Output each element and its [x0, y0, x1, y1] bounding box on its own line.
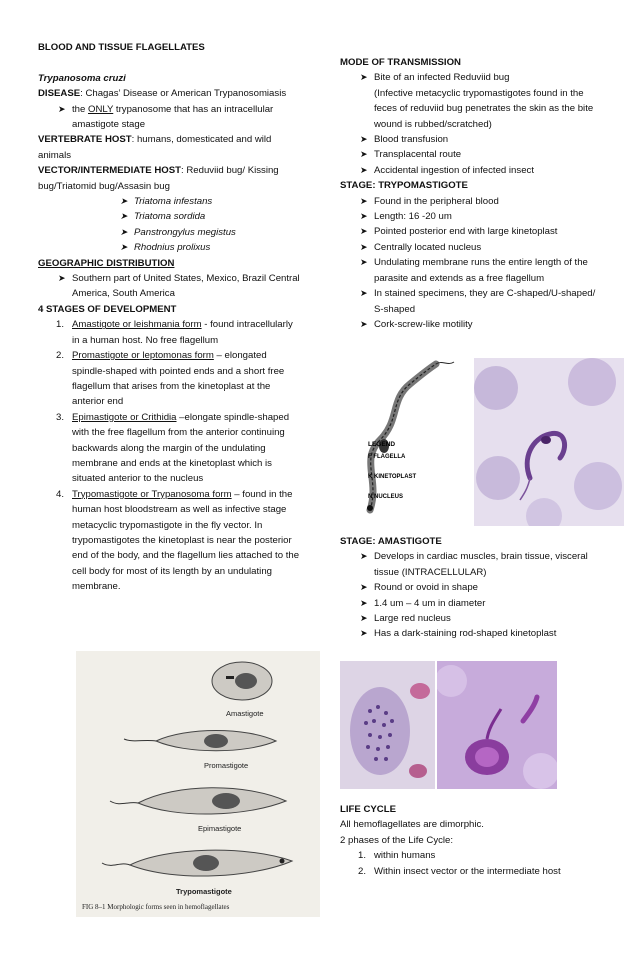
tryp-item	[340, 240, 602, 255]
amastigote-tissue-drawing	[340, 661, 435, 789]
tryp-text: Length: 16 -20 um	[374, 211, 452, 223]
red-blood-cell	[574, 462, 622, 510]
arrow-bullet-icon: ➤	[360, 149, 368, 160]
legend-nucleus: N NUCLEUS	[368, 494, 404, 500]
vector-text: : Reduviid bug/ Kissing bug/Triatomid bug/Assasin bug	[38, 165, 279, 192]
ama-item	[340, 626, 608, 641]
trypomastigote-label: Trypomastigote	[176, 887, 232, 896]
arrow-bullet-icon: ➤	[360, 226, 368, 237]
amastigote-kinetoplast	[226, 676, 234, 679]
morphologic-forms-figure	[76, 651, 320, 917]
tryp-text: Found in the peripheral blood	[374, 195, 499, 207]
tryp-item	[340, 317, 602, 332]
ama-item	[340, 611, 608, 626]
vector-species-item	[38, 225, 300, 240]
right-column	[340, 55, 602, 332]
arrow-bullet-icon: ➤	[360, 582, 368, 593]
ama-text: Has a dark-staining rod-shaped kinetoplast	[374, 628, 557, 640]
stage-desc: –elongate spindle-shaped with the free flagellum from the anterior continuing backwards along the margin of the undulating membrane and ends at the kinetoplast which is situated anterior to the nucleus	[72, 411, 290, 485]
stage-item	[38, 317, 300, 348]
item-number: 1.	[358, 850, 367, 862]
parasite-nucleus	[541, 436, 551, 444]
legend-kinetoplast: K KINETOPLAST	[368, 474, 417, 480]
promastigote-label: Promastigote	[204, 761, 249, 770]
vector-species-item	[38, 240, 300, 255]
amastigote-tissue-micrograph	[340, 661, 435, 789]
life-cycle-item	[340, 864, 608, 879]
left-column	[38, 40, 300, 595]
stage-item	[38, 487, 300, 595]
note-only: ONLY	[88, 103, 114, 115]
amastigote-label: Amastigote	[226, 709, 264, 718]
arrow-bullet-icon: ➤	[120, 226, 128, 237]
morphologic-forms-drawing	[76, 651, 320, 917]
tryp-text: Centrally located nucleus	[374, 241, 482, 253]
stage-number: 3.	[56, 411, 65, 423]
stage-number: 2.	[56, 350, 65, 362]
trypomastigote-kinetoplast	[280, 859, 285, 864]
trypomastigote-heading: STAGE: TRYPOMASTIGOTE	[340, 180, 468, 192]
ama-text: Large red nucleus	[374, 613, 451, 625]
arrow-bullet-icon: ➤	[360, 288, 368, 299]
vertebrate-text: : humans, domesticated and wild animals	[38, 134, 272, 161]
tryp-item	[340, 286, 602, 317]
figure-caption: FIG 8–1 Morphologic forms seen in hemoflagellates	[82, 903, 230, 911]
tryp-item	[340, 255, 602, 286]
amastigote-nucleus	[235, 673, 257, 689]
epimastigote-cell	[138, 788, 286, 814]
arrow-bullet-icon: ➤	[120, 242, 128, 253]
trypomastigote-flagellum	[102, 863, 130, 865]
ama-text: 1.4 um – 4 um in diameter	[374, 597, 486, 609]
mode-item	[340, 147, 602, 162]
geo-text: Southern part of United States, Mexico, Brazil Central America, South America	[72, 273, 300, 300]
tryp-text: Pointed posterior end with large kinetoplast	[374, 226, 558, 238]
host-nucleus	[409, 764, 427, 778]
ama-item	[340, 549, 608, 580]
arrow-bullet-icon: ➤	[360, 551, 368, 562]
vertebrate-host-line	[38, 132, 300, 163]
promastigote-flagellum	[124, 739, 156, 741]
arrow-bullet-icon: ➤	[360, 134, 368, 145]
mode-text: Transplacental route	[374, 149, 462, 161]
vertebrate-label: VERTEBRATE HOST	[38, 134, 132, 146]
vector-species-item	[38, 194, 300, 209]
vector-species-item	[38, 209, 300, 224]
arrow-bullet-icon: ➤	[120, 196, 128, 207]
species-text: Triatoma infestans	[134, 196, 213, 208]
document-title: BLOOD AND TISSUE FLAGELLATES	[38, 42, 205, 53]
epimastigote-flagellum	[110, 801, 138, 804]
stage-name: Promastigote or leptomonas form	[72, 350, 214, 362]
item-text: within humans	[374, 850, 436, 862]
red-blood-cell	[474, 366, 518, 410]
arrow-bullet-icon: ➤	[360, 628, 368, 639]
legend-title: LEGEND	[368, 441, 396, 448]
trypomastigote-diagram	[340, 360, 468, 530]
life-cycle-item	[340, 848, 608, 863]
tryp-text: Cork-screw-like motility	[374, 318, 473, 330]
stage-item	[38, 348, 300, 410]
arrow-bullet-icon: ➤	[360, 72, 368, 83]
amastigote-stained-drawing	[437, 661, 557, 789]
stage-desc: – found in the human host bloodstream as well as infective stage metacyclic trypomastigote in the fly vector. In trypomastigotes the kinetoplast is near the posterior end of the body, and the flagellum lies attached to the cell body for most of its length by an undulating membrane.	[72, 488, 300, 593]
disease-line	[38, 86, 300, 101]
disease-note	[38, 102, 300, 133]
arrow-bullet-icon: ➤	[120, 211, 128, 222]
species-text: Rhodnius prolixus	[134, 242, 211, 254]
arrow-bullet-icon: ➤	[360, 597, 368, 608]
tryp-item	[340, 224, 602, 239]
disease-text: : Chagas’ Disease or American Trypanosomiasis	[80, 88, 287, 100]
stained-parasite-nucleus	[475, 747, 499, 767]
red-blood-cell	[476, 456, 520, 500]
stage-desc: – elongated spindle-shaped with pointed ends and a short free flagellum that arises from the kinetoplast at the anterior end	[72, 350, 285, 408]
mode-text: Accidental ingestion of infected insect	[374, 164, 534, 176]
vector-label: VECTOR/INTERMEDIATE HOST	[38, 165, 182, 177]
arrow-bullet-icon: ➤	[360, 318, 368, 329]
trypomastigote-diagram-drawing	[340, 360, 468, 530]
stages-heading: 4 STAGES OF DEVELOPMENT	[38, 303, 177, 315]
arrow-bullet-icon: ➤	[360, 257, 368, 268]
mode-item	[340, 163, 602, 178]
red-blood-cell	[568, 358, 616, 406]
arrow-bullet-icon: ➤	[360, 164, 368, 175]
trypomastigote-micrograph	[474, 358, 624, 526]
note-text: trypanosome that has an intracellular amastigote stage	[72, 103, 274, 131]
species-text: Panstrongylus megistus	[134, 226, 236, 238]
ama-item	[340, 596, 608, 611]
mode-item	[340, 132, 602, 147]
host-nucleus	[410, 683, 430, 699]
species-name: Trypanosoma cruzi	[38, 72, 126, 84]
mode-heading: MODE OF TRANSMISSION	[340, 57, 461, 68]
stage-name: Amastigote or leishmania form	[72, 319, 202, 331]
life-cycle-section	[340, 802, 608, 879]
amastigote-section	[340, 534, 608, 642]
ama-text: Develops in cardiac muscles, brain tissue, visceral tissue (INTRACELLULAR)	[374, 551, 588, 578]
mode-text: Bite of an infected Reduviid bug	[374, 72, 510, 84]
mode-subtext: (Infective metacyclic trypomastigotes found in the feces of reduviid bug penetrates the skin as the bite wound is rubbed/scratched)	[374, 87, 594, 130]
legend-flagella: F FLAGELLA	[368, 454, 406, 460]
arrow-bullet-icon: ➤	[58, 103, 66, 114]
mode-text: Blood transfusion	[374, 134, 449, 146]
ama-item	[340, 580, 608, 595]
arrow-bullet-icon: ➤	[360, 211, 368, 222]
tryp-text: In stained specimens, they are C-shaped/U-shaped/ S-shaped	[374, 288, 596, 315]
parasite-body	[370, 364, 436, 510]
stage-item	[38, 410, 300, 487]
mode-item	[340, 70, 602, 85]
tryp-item	[340, 194, 602, 209]
amastigote-heading: STAGE: AMASTIGOTE	[340, 536, 442, 547]
disease-label: DISEASE	[38, 88, 81, 100]
geo-heading: GEOGRAPHIC DISTRIBUTION	[38, 257, 175, 269]
amastigote-stained-micrograph	[437, 661, 557, 789]
promastigote-nucleus	[204, 734, 228, 748]
stage-number: 1.	[56, 319, 65, 331]
stage-name: Epimastigote or Crithidia	[72, 411, 177, 423]
note-text: the	[72, 103, 89, 115]
stage-desc: - found intracellularly in a human host. No free flagellum	[72, 319, 293, 346]
life-cycle-text: 2 phases of the Life Cycle:	[340, 834, 454, 846]
kinetoplast-marker	[367, 505, 373, 511]
tryp-text: Undulating membrane runs the entire length of the parasite and extends as a free flagellum	[374, 257, 588, 284]
stage-number: 4.	[56, 488, 65, 500]
arrow-bullet-icon: ➤	[360, 613, 368, 624]
ama-text: Round or ovoid in shape	[374, 582, 479, 594]
item-number: 2.	[358, 865, 367, 877]
life-cycle-text: All hemoflagellates are dimorphic.	[340, 819, 484, 831]
trypomastigote-micrograph-drawing	[474, 358, 624, 526]
epimastigote-nucleus	[212, 793, 240, 809]
tryp-item	[340, 209, 602, 224]
species-text: Triatoma sordida	[134, 211, 206, 223]
item-text: Within insect vector or the intermediate host	[374, 865, 561, 877]
epimastigote-label: Epimastigote	[198, 824, 242, 833]
arrow-bullet-icon: ➤	[360, 241, 368, 252]
vector-host-line	[38, 163, 300, 194]
infected-cell	[350, 687, 410, 775]
stage-name: Trypomastigote or Trypanosoma form	[72, 488, 232, 500]
arrow-bullet-icon: ➤	[58, 273, 66, 284]
geo-item	[38, 271, 300, 302]
trypomastigote-nucleus	[193, 855, 219, 871]
arrow-bullet-icon: ➤	[360, 195, 368, 206]
life-cycle-heading: LIFE CYCLE	[340, 804, 396, 815]
